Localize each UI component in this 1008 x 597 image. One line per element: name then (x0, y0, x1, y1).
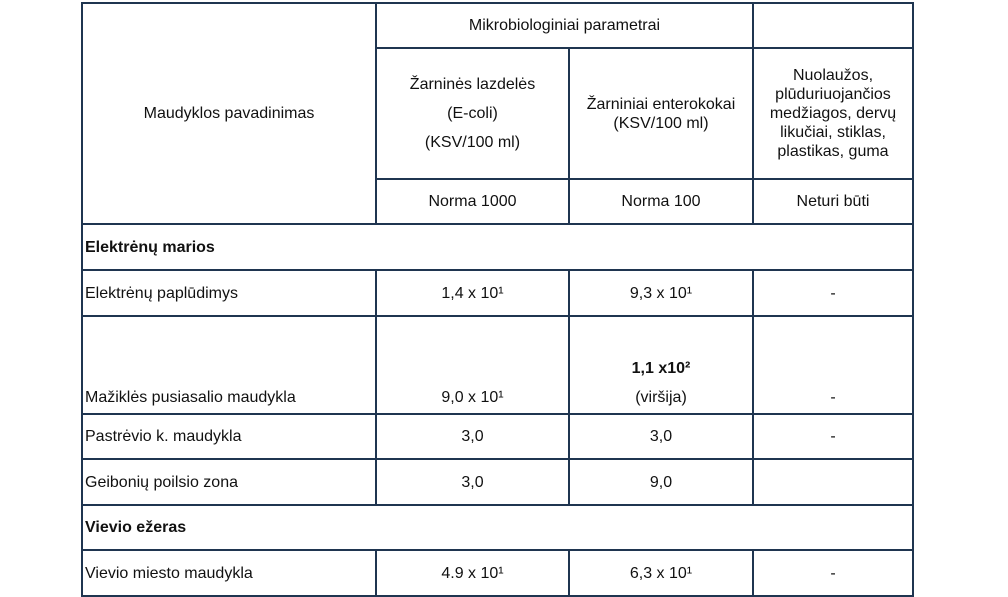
header-name-column: Maudyklos pavadinimas (82, 3, 376, 224)
header-debris-line: medžiagos, dervų (769, 105, 897, 122)
cell-debris: - (753, 550, 913, 596)
cell-debris (753, 459, 913, 505)
header-debris-line: plastikas, guma (777, 143, 889, 160)
cell-enterococci: 9,0 (569, 459, 753, 505)
cell-debris: - (753, 414, 913, 459)
norm-enterococci: Norma 100 (569, 179, 753, 224)
header-row-1 (82, 3, 913, 48)
cell-enterococci: 3,0 (569, 414, 753, 459)
header-entero-line: Žarniniai enterokokai (586, 95, 736, 113)
group-row (82, 505, 913, 550)
cell-ecoli: 3,0 (376, 459, 569, 505)
cell-name: Geibonių poilsio zona (82, 459, 376, 505)
norm-debris: Neturi būti (753, 179, 913, 224)
cell-debris: - (753, 270, 913, 316)
cell-ecoli: 3,0 (376, 414, 569, 459)
header-debris-line: plūduriuojančios (775, 86, 891, 103)
table-row (82, 459, 913, 505)
cell-name: Pastrėvio k. maudykla (82, 414, 376, 459)
header-micro-group: Mikrobiologiniai parametrai (376, 3, 753, 48)
header-entero-line: (KSV/100 ml) (613, 114, 709, 132)
table-row (82, 270, 913, 316)
header-debris-line: likučiai, stiklas, (780, 124, 886, 141)
cell-name: Elektrėnų paplūdimys (82, 270, 376, 316)
table-row (82, 414, 913, 459)
cell-ecoli: 9,0 x 10¹ (376, 316, 569, 414)
table-row (82, 316, 913, 414)
header-ecoli (376, 48, 569, 179)
group-row (82, 224, 913, 270)
water-quality-table (81, 2, 914, 597)
header-ecoli-line: (E-coli) (447, 105, 498, 122)
cell-ecoli: 4.9 x 10¹ (376, 550, 569, 596)
header-debris (753, 48, 913, 179)
cell-debris: - (753, 316, 913, 414)
header-ecoli-line: Žarninės lazdelės (409, 76, 536, 93)
cell-name: Mažiklės pusiasalio maudykla (82, 316, 376, 414)
group-title: Elektrėnų marios (82, 224, 913, 270)
cell-enterococci (569, 316, 753, 414)
cell-enterococci: 6,3 x 10¹ (569, 550, 753, 596)
exceeds-note: (viršija) (635, 389, 687, 406)
norm-ecoli: Norma 1000 (376, 179, 569, 224)
header-debris-line: Nuolaužos, (792, 67, 874, 84)
table-row (82, 550, 913, 596)
header-ecoli-line: (KSV/100 ml) (424, 134, 521, 151)
cell-enterococci-value: 1,1 x10² (631, 360, 691, 377)
header-enterococci (569, 48, 753, 179)
group-title: Vievio ežeras (82, 505, 913, 550)
cell-enterococci: 9,3 x 10¹ (569, 270, 753, 316)
header-empty-cell (753, 3, 913, 48)
cell-ecoli: 1,4 x 10¹ (376, 270, 569, 316)
cell-name: Vievio miesto maudykla (82, 550, 376, 596)
